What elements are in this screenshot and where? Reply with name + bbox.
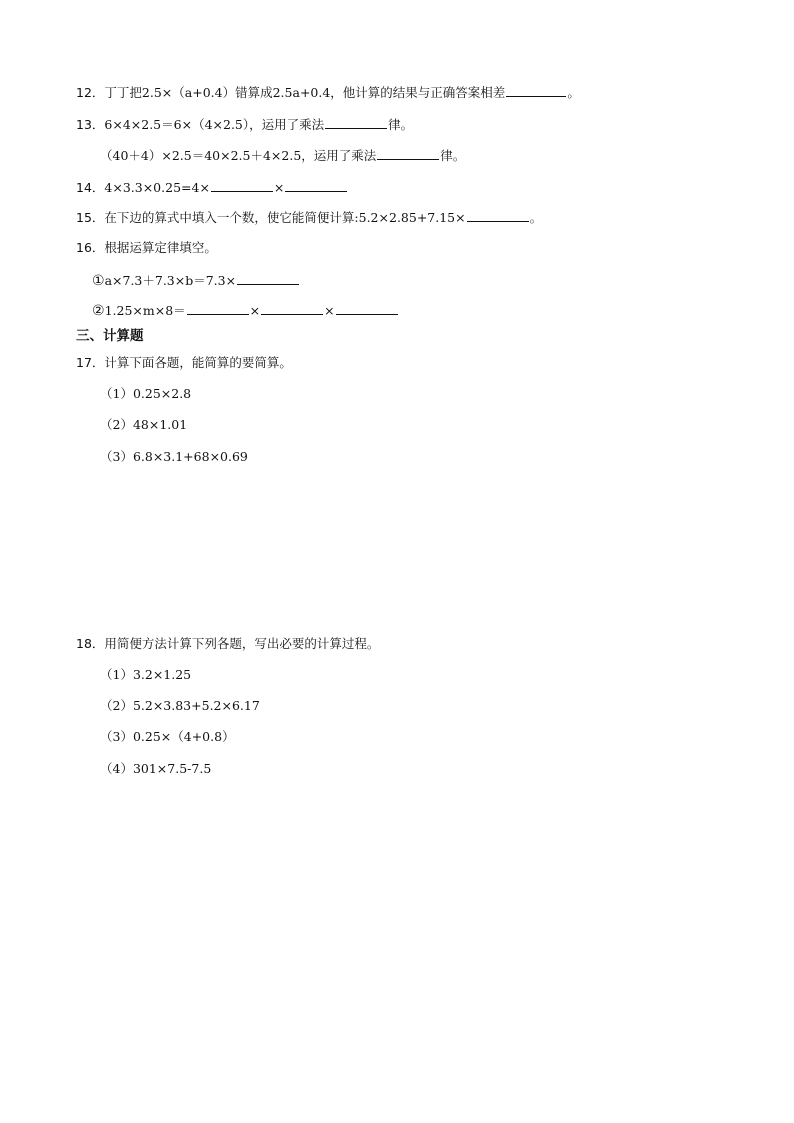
question-text: ，运用了乘法 <box>301 148 377 163</box>
answer-blank[interactable] <box>377 147 439 160</box>
question-number: 16． <box>76 240 105 255</box>
answer-blank[interactable] <box>237 272 299 285</box>
expression: 2.5×（a+0.4） <box>141 85 236 100</box>
question-17-item-1 <box>100 386 191 402</box>
question-text: 律。 <box>388 117 414 132</box>
question-13-part-2 <box>100 147 465 164</box>
item-label: （4） <box>100 761 133 776</box>
expression: a×7.3＋7.3×b＝7.3× <box>104 273 237 288</box>
expression: （40＋4）×2.5＝40×2.5＋4×2.5 <box>100 148 302 163</box>
question-12 <box>76 84 580 101</box>
times-sign: × <box>249 303 261 318</box>
question-17-item-2 <box>100 417 187 433</box>
question-16 <box>76 240 217 256</box>
question-18-item-3 <box>100 729 235 745</box>
question-14 <box>76 179 348 196</box>
circled-number: ② <box>92 303 105 319</box>
question-18-item-2 <box>100 698 260 714</box>
answer-blank[interactable] <box>336 302 398 315</box>
question-text: 在下边的算式中填入一个数，使它能简便计算 <box>104 210 355 225</box>
expression: 4×3.3×0.25=4× <box>104 180 210 195</box>
question-13 <box>76 116 413 133</box>
answer-blank[interactable] <box>325 116 387 129</box>
question-number: 17． <box>76 355 105 370</box>
punctuation: 。 <box>567 85 580 100</box>
question-number: 14． <box>76 180 105 195</box>
section-title: 三、计算题 <box>76 328 144 344</box>
expression: 3.2×1.25 <box>132 667 192 682</box>
expression: 6×4×2.5＝6×（4×2.5） <box>104 117 250 132</box>
expression: 6.8×3.1+68×0.69 <box>132 449 248 464</box>
item-label: （3） <box>100 729 133 744</box>
question-text: ，他计算的结果与正确答案相差 <box>330 85 506 100</box>
question-18 <box>76 636 379 652</box>
item-label: （1） <box>100 386 133 401</box>
question-number: 18． <box>76 636 105 651</box>
question-number: 15． <box>76 210 105 225</box>
expression: 48×1.01 <box>132 417 188 432</box>
question-16-item-2 <box>92 302 399 319</box>
answer-blank[interactable] <box>506 84 566 97</box>
question-text: 计算下面各题，能简算的要简算。 <box>104 355 292 370</box>
question-text: 错算成 <box>235 85 273 100</box>
times-sign: × <box>324 303 335 318</box>
question-text: 用简便方法计算下列各题，写出必要的计算过程。 <box>104 636 380 651</box>
question-16-item-1 <box>92 272 300 289</box>
item-label: （2） <box>100 417 133 432</box>
question-text: 律。 <box>440 148 466 163</box>
answer-blank[interactable] <box>261 302 323 315</box>
item-label: （3） <box>100 449 133 464</box>
question-17-item-3 <box>100 449 248 465</box>
question-text: ，运用了乘法 <box>249 117 325 132</box>
question-17 <box>76 355 292 371</box>
answer-blank[interactable] <box>467 209 529 222</box>
answer-blank[interactable] <box>187 302 249 315</box>
expression: 301×7.5-7.5 <box>132 761 212 776</box>
item-label: （1） <box>100 667 133 682</box>
answer-blank[interactable] <box>211 179 273 192</box>
question-text: 丁丁把 <box>104 85 142 100</box>
question-number: 13． <box>76 117 105 132</box>
question-18-item-1 <box>100 667 191 683</box>
punctuation: 。 <box>529 210 543 225</box>
times-sign: × <box>273 180 285 195</box>
expression: 1.25×m×8＝ <box>104 303 186 318</box>
expression: 2.5a+0.4 <box>272 85 331 100</box>
expression: :5.2×2.85+7.15× <box>354 210 466 225</box>
question-text: 根据运算定律填空。 <box>104 240 217 255</box>
expression: 0.25×（4+0.8） <box>132 729 235 744</box>
answer-blank[interactable] <box>285 179 347 192</box>
question-18-item-4 <box>100 761 211 777</box>
circled-number: ① <box>92 273 105 289</box>
expression: 5.2×3.83+5.2×6.17 <box>132 698 260 713</box>
question-number: 12． <box>76 85 105 100</box>
item-label: （2） <box>100 698 133 713</box>
question-15 <box>76 209 542 226</box>
expression: 0.25×2.8 <box>132 386 192 401</box>
